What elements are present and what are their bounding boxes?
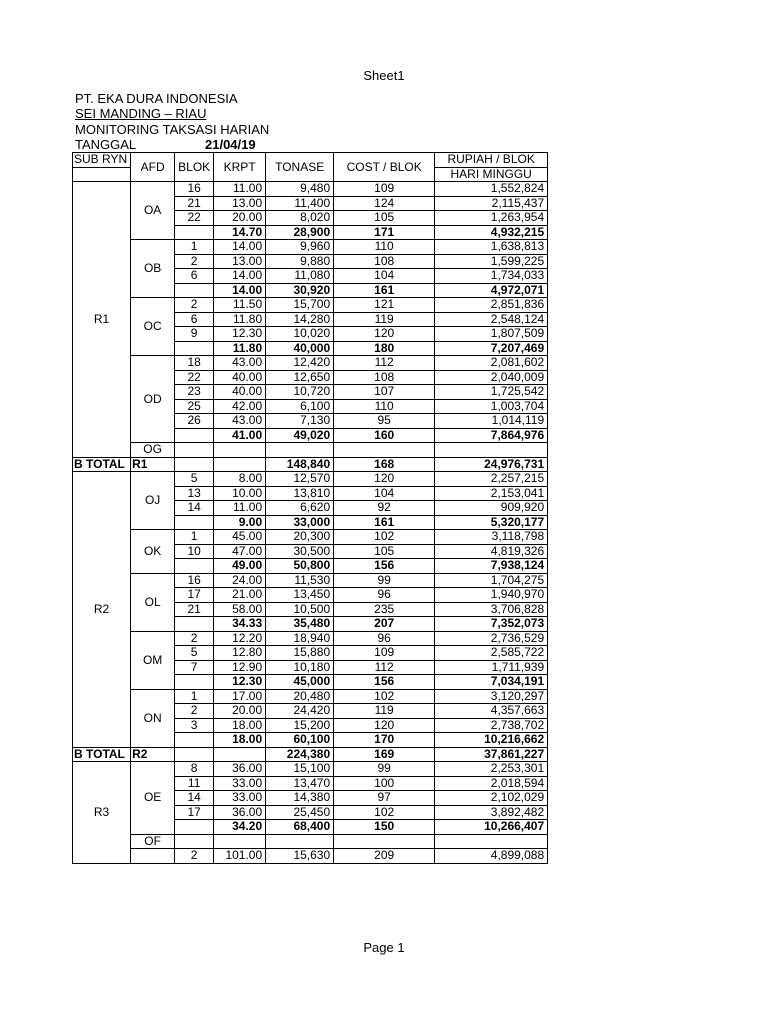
rupiah-cell: 2,018,594 xyxy=(435,776,548,791)
cost-cell: 160 xyxy=(334,428,435,443)
rupiah-cell: 3,892,482 xyxy=(435,805,548,820)
cost-cell: 161 xyxy=(334,515,435,530)
rupiah-cell: 2,585,722 xyxy=(435,646,548,661)
krpt-cell: 36.00 xyxy=(214,805,266,820)
blok-cell: 13 xyxy=(175,486,214,501)
table-row xyxy=(73,240,548,255)
tonase-cell: 40,000 xyxy=(266,341,334,356)
blok-cell xyxy=(175,617,214,632)
rupiah-cell: 2,253,301 xyxy=(435,762,548,777)
krpt-cell: 18.00 xyxy=(214,718,266,733)
blok-cell xyxy=(175,341,214,356)
cost-cell: 108 xyxy=(334,370,435,385)
blok-cell: 2 xyxy=(175,631,214,646)
afd-cell: OG xyxy=(131,443,175,458)
tonase-cell: 12,650 xyxy=(266,370,334,385)
location-name: SEI MANDING – RIAU xyxy=(75,106,207,121)
blok-cell: 2 xyxy=(175,298,214,313)
tonase-cell: 14,380 xyxy=(266,791,334,806)
cost-cell: 107 xyxy=(334,385,435,400)
afd-cell: OF xyxy=(131,834,175,849)
afd-cell: OB xyxy=(131,240,175,298)
cost-cell: 110 xyxy=(334,399,435,414)
rupiah-cell: 2,257,215 xyxy=(435,472,548,487)
header-row-1 xyxy=(73,153,548,168)
cost-cell: 96 xyxy=(334,588,435,603)
blok-cell: 26 xyxy=(175,414,214,429)
cost-cell: 207 xyxy=(334,617,435,632)
col-header-cost-blok: COST / BLOK xyxy=(334,153,435,182)
col-header-krpt: KRPT xyxy=(214,153,266,182)
rupiah-cell: 7,207,469 xyxy=(435,341,548,356)
cost-cell: 120 xyxy=(334,472,435,487)
table-row xyxy=(73,689,548,704)
rupiah-cell: 1,807,509 xyxy=(435,327,548,342)
tonase-cell: 35,480 xyxy=(266,617,334,632)
rupiah-cell: 1,003,704 xyxy=(435,399,548,414)
cost-cell: 112 xyxy=(334,356,435,371)
cost-cell: 156 xyxy=(334,559,435,574)
tonase-cell: 20,300 xyxy=(266,530,334,545)
krpt-cell: 12.30 xyxy=(214,327,266,342)
col-header-afd: AFD xyxy=(131,153,175,182)
b-total-tonase-cell: 148,840 xyxy=(266,457,334,472)
blok-cell xyxy=(175,515,214,530)
krpt-cell: 17.00 xyxy=(214,689,266,704)
rupiah-cell: 1,704,275 xyxy=(435,573,548,588)
blok-cell: 1 xyxy=(175,530,214,545)
table-row xyxy=(73,834,548,849)
tonase-cell: 13,450 xyxy=(266,588,334,603)
krpt-cell: 14.00 xyxy=(214,269,266,284)
b-total-rupiah-cell: 24,976,731 xyxy=(435,457,548,472)
rupiah-cell: 1,552,824 xyxy=(435,182,548,197)
rupiah-cell: 2,040,009 xyxy=(435,370,548,385)
blok-cell: 2 xyxy=(175,704,214,719)
blok-cell: 1 xyxy=(175,689,214,704)
cost-cell: 109 xyxy=(334,646,435,661)
blok-cell: 7 xyxy=(175,660,214,675)
cost-cell: 209 xyxy=(334,849,435,864)
krpt-cell: 13.00 xyxy=(214,254,266,269)
rupiah-cell: 909,920 xyxy=(435,501,548,516)
table-row xyxy=(73,472,548,487)
blok-cell: 23 xyxy=(175,385,214,400)
blok-cell: 1 xyxy=(175,240,214,255)
col-header-hari: HARI MINGGU xyxy=(435,167,548,182)
rupiah-cell: 7,034,191 xyxy=(435,675,548,690)
krpt-cell: 33.00 xyxy=(214,776,266,791)
tonase-cell: 28,900 xyxy=(266,225,334,240)
rupiah-cell: 7,864,976 xyxy=(435,428,548,443)
krpt-cell: 20.00 xyxy=(214,704,266,719)
tonase-cell: 15,880 xyxy=(266,646,334,661)
cost-cell: 104 xyxy=(334,486,435,501)
krpt-cell: 13.00 xyxy=(214,196,266,211)
tonase-cell: 45,000 xyxy=(266,675,334,690)
krpt-cell: 101.00 xyxy=(214,849,266,864)
tonase-cell xyxy=(266,834,334,849)
krpt-cell: 12.90 xyxy=(214,660,266,675)
cost-cell: 99 xyxy=(334,762,435,777)
krpt-cell: 33.00 xyxy=(214,791,266,806)
blok-cell xyxy=(175,834,214,849)
tonase-cell: 30,500 xyxy=(266,544,334,559)
tonase-cell: 10,720 xyxy=(266,385,334,400)
rupiah-cell: 1,711,939 xyxy=(435,660,548,675)
b-total-tonase-cell: 224,380 xyxy=(266,747,334,762)
krpt-cell: 45.00 xyxy=(214,530,266,545)
blok-cell xyxy=(175,428,214,443)
rupiah-cell: 1,638,813 xyxy=(435,240,548,255)
blok-cell xyxy=(175,283,214,298)
tonase-cell: 13,810 xyxy=(266,486,334,501)
blok-cell: 8 xyxy=(175,762,214,777)
rupiah-cell: 4,899,088 xyxy=(435,849,548,864)
rupiah-cell: 10,216,662 xyxy=(435,733,548,748)
cost-cell xyxy=(334,834,435,849)
sub-ryn-cell: R1 xyxy=(73,182,131,458)
afd-cell: OC xyxy=(131,298,175,356)
krpt-cell: 11.80 xyxy=(214,312,266,327)
tonase-cell: 10,500 xyxy=(266,602,334,617)
blok-cell: 22 xyxy=(175,211,214,226)
blok-cell: 25 xyxy=(175,399,214,414)
tonase-cell: 15,630 xyxy=(266,849,334,864)
company-name: PT. EKA DURA INDONESIA xyxy=(75,91,238,106)
cost-cell: 105 xyxy=(334,544,435,559)
rupiah-cell: 1,599,225 xyxy=(435,254,548,269)
rupiah-cell: 4,972,071 xyxy=(435,283,548,298)
sub-ryn-cell: R2 xyxy=(73,472,131,748)
tonase-cell: 18,940 xyxy=(266,631,334,646)
cost-cell: 161 xyxy=(334,283,435,298)
rupiah-cell: 2,736,529 xyxy=(435,631,548,646)
krpt-cell: 18.00 xyxy=(214,733,266,748)
cost-cell: 120 xyxy=(334,327,435,342)
cost-cell: 102 xyxy=(334,530,435,545)
cost-cell: 121 xyxy=(334,298,435,313)
afd-cell: OE xyxy=(131,762,175,835)
cost-cell: 170 xyxy=(334,733,435,748)
blok-cell: 3 xyxy=(175,718,214,733)
krpt-cell: 42.00 xyxy=(214,399,266,414)
krpt-cell xyxy=(214,834,266,849)
rupiah-cell: 2,851,836 xyxy=(435,298,548,313)
table-row xyxy=(73,443,548,458)
sub-ryn-cell: R3 xyxy=(73,762,131,864)
rupiah-cell: 1,263,954 xyxy=(435,211,548,226)
rupiah-cell: 3,118,798 xyxy=(435,530,548,545)
rupiah-cell: 2,102,029 xyxy=(435,791,548,806)
tonase-cell: 60,100 xyxy=(266,733,334,748)
tonase-cell: 13,470 xyxy=(266,776,334,791)
b-total-rupiah-cell: 37,861,227 xyxy=(435,747,548,762)
rupiah-cell: 2,153,041 xyxy=(435,486,548,501)
taksasi-table xyxy=(72,152,548,864)
blok-cell: 9 xyxy=(175,327,214,342)
cost-cell: 108 xyxy=(334,254,435,269)
blok-cell: 2 xyxy=(175,254,214,269)
col-header-blok: BLOK xyxy=(175,153,214,182)
blok-cell: 21 xyxy=(175,602,214,617)
rupiah-cell xyxy=(435,443,548,458)
table-row xyxy=(73,298,548,313)
krpt-cell: 24.00 xyxy=(214,573,266,588)
tonase-cell: 11,530 xyxy=(266,573,334,588)
tonase-cell xyxy=(266,443,334,458)
cost-cell: 150 xyxy=(334,820,435,835)
krpt-cell: 14.00 xyxy=(214,240,266,255)
krpt-cell: 12.80 xyxy=(214,646,266,661)
b-total-sub: R2 xyxy=(131,747,175,762)
rupiah-cell: 1,940,970 xyxy=(435,588,548,603)
afd-cell: OA xyxy=(131,182,175,240)
krpt-cell: 11.00 xyxy=(214,501,266,516)
cost-cell: 109 xyxy=(334,182,435,197)
blok-cell: 6 xyxy=(175,312,214,327)
rupiah-cell: 1,734,033 xyxy=(435,269,548,284)
rupiah-cell: 2,738,702 xyxy=(435,718,548,733)
cost-cell: 99 xyxy=(334,573,435,588)
tonase-cell: 49,020 xyxy=(266,428,334,443)
tonase-cell: 33,000 xyxy=(266,515,334,530)
b-total-cost-cell: 169 xyxy=(334,747,435,762)
rupiah-cell xyxy=(435,834,548,849)
cost-cell: 97 xyxy=(334,791,435,806)
cost-cell: 235 xyxy=(334,602,435,617)
tonase-cell: 10,020 xyxy=(266,327,334,342)
b-total-blok-cell xyxy=(175,457,214,472)
krpt-cell: 10.00 xyxy=(214,486,266,501)
blok-cell: 16 xyxy=(175,573,214,588)
krpt-cell: 21.00 xyxy=(214,588,266,603)
blok-cell xyxy=(175,820,214,835)
rupiah-cell: 7,352,073 xyxy=(435,617,548,632)
tonase-cell: 9,960 xyxy=(266,240,334,255)
tonase-cell: 8,020 xyxy=(266,211,334,226)
rupiah-cell: 3,706,828 xyxy=(435,602,548,617)
b-total-blok-cell xyxy=(175,747,214,762)
cost-cell: 110 xyxy=(334,240,435,255)
b-total-label: B TOTAL xyxy=(73,747,131,762)
table-row xyxy=(73,631,548,646)
krpt-cell: 34.33 xyxy=(214,617,266,632)
col-header-tonase: TONASE xyxy=(266,153,334,182)
b-total-row xyxy=(73,747,548,762)
krpt-cell: 40.00 xyxy=(214,385,266,400)
table-row xyxy=(73,849,548,864)
blok-cell: 10 xyxy=(175,544,214,559)
afd-cell: OJ xyxy=(131,472,175,530)
date-label: TANGGAL xyxy=(75,137,137,152)
krpt-cell: 41.00 xyxy=(214,428,266,443)
tonase-cell: 10,180 xyxy=(266,660,334,675)
cost-cell: 119 xyxy=(334,704,435,719)
date-value: 21/04/19 xyxy=(205,137,256,152)
blok-cell xyxy=(175,443,214,458)
cost-cell: 171 xyxy=(334,225,435,240)
tonase-cell: 6,100 xyxy=(266,399,334,414)
krpt-cell: 36.00 xyxy=(214,762,266,777)
krpt-cell xyxy=(214,443,266,458)
blok-cell: 14 xyxy=(175,791,214,806)
rupiah-cell: 4,819,326 xyxy=(435,544,548,559)
b-total-label: B TOTAL xyxy=(73,457,131,472)
blok-cell: 2 xyxy=(175,849,214,864)
krpt-cell: 12.20 xyxy=(214,631,266,646)
blok-cell: 5 xyxy=(175,472,214,487)
afd-cell: ON xyxy=(131,689,175,747)
cost-cell xyxy=(334,443,435,458)
cost-cell: 119 xyxy=(334,312,435,327)
tonase-cell: 6,620 xyxy=(266,501,334,516)
rupiah-cell: 7,938,124 xyxy=(435,559,548,574)
table-row xyxy=(73,356,548,371)
tonase-cell: 15,200 xyxy=(266,718,334,733)
cost-cell: 92 xyxy=(334,501,435,516)
afd-cell: OL xyxy=(131,573,175,631)
afd-cell xyxy=(131,849,175,864)
krpt-cell: 20.00 xyxy=(214,211,266,226)
cost-cell: 100 xyxy=(334,776,435,791)
blok-cell: 17 xyxy=(175,805,214,820)
blok-cell xyxy=(175,559,214,574)
rupiah-cell: 10,266,407 xyxy=(435,820,548,835)
blok-cell: 11 xyxy=(175,776,214,791)
krpt-cell: 34.20 xyxy=(214,820,266,835)
tonase-cell: 15,700 xyxy=(266,298,334,313)
krpt-cell: 9.00 xyxy=(214,515,266,530)
krpt-cell: 49.00 xyxy=(214,559,266,574)
krpt-cell: 11.80 xyxy=(214,341,266,356)
tonase-cell: 30,920 xyxy=(266,283,334,298)
blok-cell: 5 xyxy=(175,646,214,661)
report-title: MONITORING TAKSASI HARIAN xyxy=(75,122,270,137)
blok-cell: 17 xyxy=(175,588,214,603)
krpt-cell: 8.00 xyxy=(214,472,266,487)
blok-cell: 21 xyxy=(175,196,214,211)
table-body xyxy=(73,153,548,864)
b-total-krpt-cell xyxy=(214,747,266,762)
afd-cell: OD xyxy=(131,356,175,443)
rupiah-cell: 5,320,177 xyxy=(435,515,548,530)
krpt-cell: 11.00 xyxy=(214,182,266,197)
tonase-cell: 25,450 xyxy=(266,805,334,820)
tonase-cell: 7,130 xyxy=(266,414,334,429)
rupiah-cell: 3,120,297 xyxy=(435,689,548,704)
krpt-cell: 14.00 xyxy=(214,283,266,298)
blok-cell xyxy=(175,675,214,690)
blok-cell xyxy=(175,733,214,748)
b-total-sub: R1 xyxy=(131,457,175,472)
krpt-cell: 43.00 xyxy=(214,414,266,429)
tonase-cell: 12,570 xyxy=(266,472,334,487)
page-footer: Page 1 xyxy=(363,940,405,955)
krpt-cell: 12.30 xyxy=(214,675,266,690)
afd-cell: OM xyxy=(131,631,175,689)
cost-cell: 95 xyxy=(334,414,435,429)
blok-cell: 16 xyxy=(175,182,214,197)
cost-cell: 156 xyxy=(334,675,435,690)
krpt-cell: 58.00 xyxy=(214,602,266,617)
tonase-cell: 24,420 xyxy=(266,704,334,719)
krpt-cell: 40.00 xyxy=(214,370,266,385)
tonase-cell: 14,280 xyxy=(266,312,334,327)
b-total-cost-cell: 168 xyxy=(334,457,435,472)
krpt-cell: 43.00 xyxy=(214,356,266,371)
rupiah-cell: 4,932,215 xyxy=(435,225,548,240)
col-header-rupiah-blok: RUPIAH / BLOK xyxy=(435,153,548,168)
rupiah-cell: 4,357,663 xyxy=(435,704,548,719)
tonase-cell: 15,100 xyxy=(266,762,334,777)
rupiah-cell: 2,115,437 xyxy=(435,196,548,211)
cost-cell: 180 xyxy=(334,341,435,356)
cost-cell: 102 xyxy=(334,689,435,704)
krpt-cell: 14.70 xyxy=(214,225,266,240)
krpt-cell: 47.00 xyxy=(214,544,266,559)
table-row xyxy=(73,530,548,545)
rupiah-cell: 2,548,124 xyxy=(435,312,548,327)
col-header-sub-ryn: SUB RYN xyxy=(73,153,131,168)
tonase-cell: 9,880 xyxy=(266,254,334,269)
blok-cell: 22 xyxy=(175,370,214,385)
rupiah-cell: 1,014,119 xyxy=(435,414,548,429)
table-row xyxy=(73,182,548,197)
tonase-cell: 11,400 xyxy=(266,196,334,211)
tonase-cell: 20,480 xyxy=(266,689,334,704)
tonase-cell: 50,800 xyxy=(266,559,334,574)
b-total-krpt-cell xyxy=(214,457,266,472)
tonase-cell: 9,480 xyxy=(266,182,334,197)
col-header-sub-ryn-blank xyxy=(73,167,131,182)
tonase-cell: 12,420 xyxy=(266,356,334,371)
cost-cell: 120 xyxy=(334,718,435,733)
cost-cell: 112 xyxy=(334,660,435,675)
cost-cell: 105 xyxy=(334,211,435,226)
rupiah-cell: 2,081,602 xyxy=(435,356,548,371)
table-row xyxy=(73,573,548,588)
blok-cell: 18 xyxy=(175,356,214,371)
cost-cell: 124 xyxy=(334,196,435,211)
b-total-row xyxy=(73,457,548,472)
cost-cell: 102 xyxy=(334,805,435,820)
tonase-cell: 11,080 xyxy=(266,269,334,284)
cost-cell: 96 xyxy=(334,631,435,646)
table-row xyxy=(73,762,548,777)
tonase-cell: 68,400 xyxy=(266,820,334,835)
sheet-title: Sheet1 xyxy=(363,68,405,83)
krpt-cell: 11.50 xyxy=(214,298,266,313)
blok-cell: 14 xyxy=(175,501,214,516)
blok-cell xyxy=(175,225,214,240)
afd-cell: OK xyxy=(131,530,175,574)
blok-cell: 6 xyxy=(175,269,214,284)
rupiah-cell: 1,725,542 xyxy=(435,385,548,400)
cost-cell: 104 xyxy=(334,269,435,284)
